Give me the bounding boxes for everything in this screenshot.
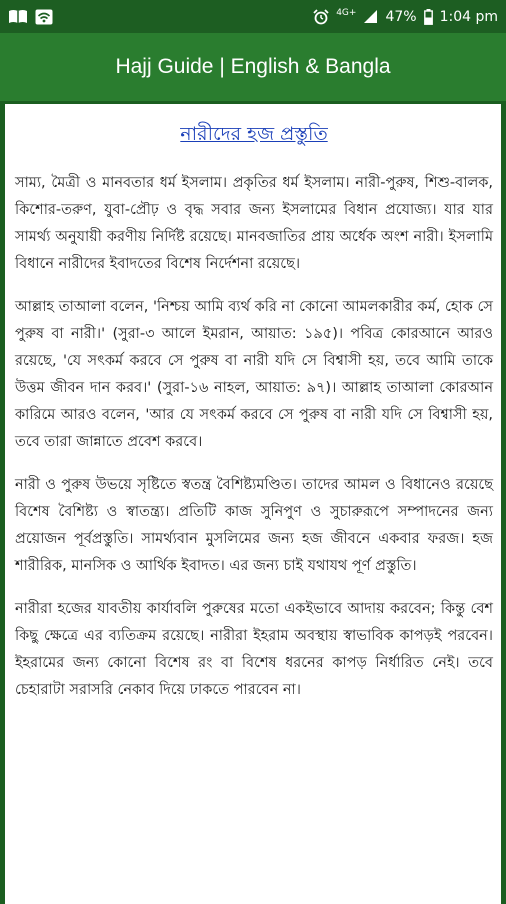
- article-paragraph: নারীরা হজের যাবতীয় কার্যাবলি পুরুষের মতো একইভাবে আদায় করবেন; কিন্তু বেশ কিছু ক্ষেত্রে এর ব্যতিক্রম রয়েছে। নারীরা ইহরাম অবস্থায় স্বাভাবিক কাপড়ই পরবেন। ইহরামের জন্য কোনো বিশেষ রং বা বিশেষ ধরনের কাপড় নির্ধারিত নেই। তবে চেহারাটা সরাসরি নেকাব দিয়ে ঢাকতে পারবেন না।: [15, 601, 493, 698]
- book-app-icon: [8, 9, 28, 24]
- status-bar: [0, 0, 506, 33]
- alarm-icon: [313, 9, 329, 25]
- battery-percent: 47%: [385, 8, 417, 25]
- article-paragraph: আল্লাহ তাআলা বলেন, 'নিশ্চয় আমি ব্যর্থ করি না কোনো আমলকারীর কর্ম, হোক সে পুরুষ বা নারী।' (সুরা-৩ আলে ইমরান, আয়াত: ১৯৫)। পবিত্র কোরআনে আরও রয়েছে, 'যে সৎকর্ম করবে সে পুরুষ বা নারী যদি সে বিশ্বাসী হয়, তবে আমি তাকে উত্তম জীবন দান করব।' (সুরা-১৬ নাহল, আয়াত: ৯৭)। আল্লাহ তাআলা কোরআন কারিমে আরও বলেন, 'আর যে সৎকর্ম করবে সে পুরুষ বা নারী যদি সে বিশ্বাসী হয়, তবে তারা জান্নাতে প্রবেশ করবে।: [15, 299, 493, 450]
- network-type: 4G+: [336, 7, 357, 18]
- app-title: Hajj Guide | English & Bangla: [115, 55, 391, 78]
- system-indicators: [313, 9, 498, 25]
- notification-icons: [8, 9, 53, 25]
- clock-time: 1:04 pm: [439, 8, 498, 25]
- article-paragraph: নারী ও পুরুষ উভয়ে সৃষ্টিতে স্বতন্ত্র বৈশিষ্ট্যমণ্ডিত। তাদের আমল ও বিধানেও রয়েছে বিশেষ বৈশিষ্ট্য ও স্বাতন্ত্র্য। প্রতিটি কাজ সুনিপুণ ও সুচারুরূপে সম্পাদনের জন্য প্রয়োজন পূর্বপ্রস্তুতি। সামর্থ্যবান মুসলিমের জন্য হজ জীবনে একবার ফরজ। হজ শারীরিক, মানসিক ও আর্থিক ইবাদত। এর জন্য চাই যথাযথ পূর্ণ প্রস্তুতি।: [15, 477, 493, 574]
- signal-icon: [363, 9, 378, 24]
- battery-icon: [424, 9, 433, 25]
- content-frame: [0, 101, 506, 900]
- wifi-box-icon: [35, 9, 53, 25]
- article-content[interactable]: [5, 104, 501, 904]
- article-title: নারীদের হজ প্রস্তুতি: [180, 123, 328, 145]
- article-paragraph: সাম্য, মৈত্রী ও মানবতার ধর্ম ইসলাম। প্রকৃতির ধর্ম ইসলাম। নারী-পুরুষ, শিশু-বালক, কিশোর-তরুণ, যুবা-প্রৌঢ় ও বৃদ্ধ সবার জন্য ইসলামের বিধান প্রযোজ্য। যার যার সামর্থ্য অনুযায়ী করণীয় নির্দিষ্ট রয়েছে। মানবজাতির প্রায় অর্ধেক অংশ নারী। ইসলামি বিধানে নারীদের ইবাদতের বিশেষ নির্দেশনা রয়েছে।: [15, 175, 493, 272]
- app-bar: [0, 33, 506, 101]
